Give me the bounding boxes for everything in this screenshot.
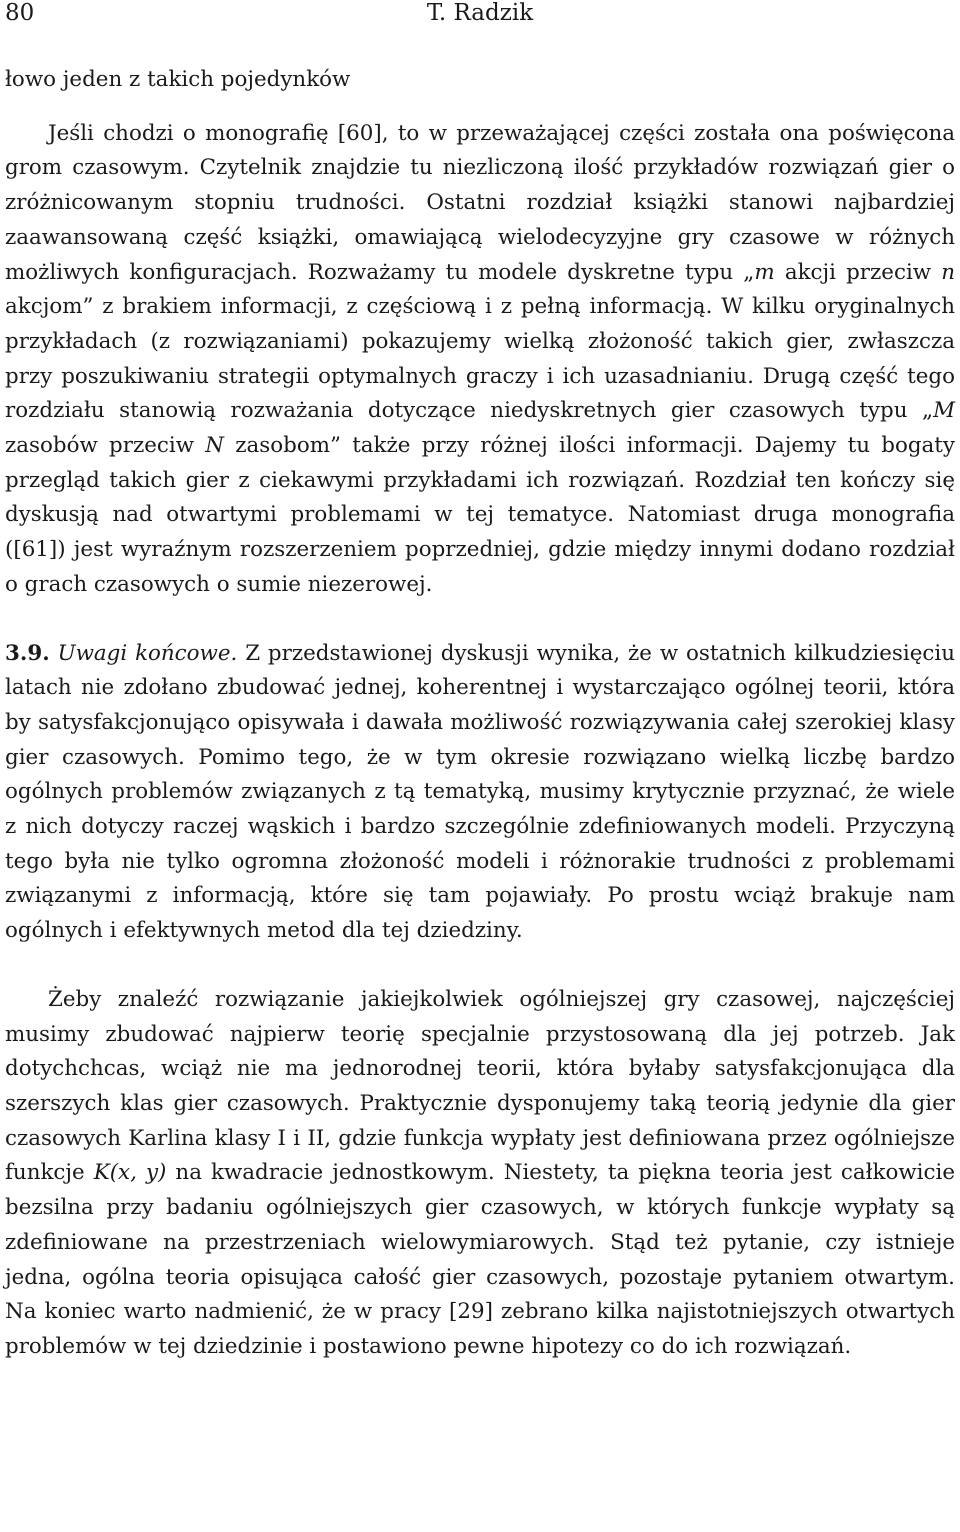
text-segment: zasobom” także przy różnej ilości informacji. Dajemy tu bogaty przegląd takich gier z ciekawymi przykładami ich rozwiązań. Rozdział ten kończy się dyskusją nad otwartymi problemami w tej tematyce. Natomiast druga monografia ([61]) jest wyraźnym rozszerzeniem poprzedniej, gdzie między innymi dodano rozdział o grach czasowych o sumie niezerowej. (5, 433, 955, 597)
section-title: Uwagi końcowe. (57, 640, 238, 666)
page-number: 80 (5, 0, 35, 26)
text-segment: Jeśli chodzi o monografię [60], to w przeważającej części została ona poświęcona grom czasowym. Czytelnik znajdzie tu niezliczoną ilość przykładów rozwiązań gier o zróżnicowanym stopniu trudności. Ostatni rozdział książki stanowi najbardziej zaawansowaną część książki, omawiającą wielodecyzyjne gry czasowe w różnych możliwych konfiguracjach. Rozważamy tu modele dyskretne typu „ (5, 120, 955, 285)
math-variable: n (941, 259, 956, 285)
running-head: T. Radzik (426, 0, 534, 26)
paragraph-monographs (5, 117, 955, 603)
text-segment: akcjom” z brakiem informacji, z częściową i z pełną informacją. W kilku oryginalnych przykładach (z rozwiązaniami) pokazujemy wielką złożoność takich gier, zwłaszcza przy poszukiwaniu strategii optymalnych graczy i ich uzasadnianiu. Drugą część tego rozdziału stanowią rozważania dotyczące niedyskretnych gier czasowych typu „ (5, 294, 955, 424)
section-concluding-remarks (5, 637, 955, 949)
text-segment: Żeby znaleźć rozwiązanie jakiejkolwiek ogólniejszej gry czasowej, najczęściej musimy zbudować najpierw teorię specjalnie przystosowaną dla jej potrzeb. Jak dotychchcas, wciąż nie ma jednorodnej teorii, która byłaby satysfakcjonująca dla szerszych klas gier czasowych. Praktycznie dysponujemy taką teorią jedynie dla gier czasowych Karlina klasy I i II, gdzie funkcja wypłaty jest definiowana przez ogólniejsze funkcje (5, 986, 955, 1186)
paragraph-continuation: łowo jeden z takich pojedynków (5, 67, 351, 92)
page-header (5, 0, 955, 26)
math-variable: m (754, 259, 775, 285)
text-segment: na kwadracie jednostkowym. Niestety, ta piękna teoria jest całkowicie bezsilna przy badaniu ogólniejszych gier czasowych, w których funkcje wypłaty są zdefiniowane na przestrzeniach wielowymiarowych. Stąd też pytanie, czy istnieje jedna, ogólna teoria opisująca całość gier czasowych, pozostaje pytaniem otwartym. Na koniec warto nadmienić, że w pracy [29] zebrano kilka najistotniejszych otwartych problemów w tej dziedzinie i postawiono pewne hipotezy co do ich rozwiązań. (5, 1160, 955, 1359)
paragraph-general-theory (5, 983, 955, 1365)
math-variable: M (933, 398, 955, 424)
text-segment: akcji przeciw (774, 259, 942, 285)
text-segment: zasobów przeciw (5, 433, 206, 459)
math-function: K(x, y) (93, 1160, 167, 1186)
section-number: 3.9. (5, 640, 50, 666)
math-variable: N (205, 433, 224, 459)
text-segment: Z przedstawionej dyskusji wynika, że w ostatnich kilkudziesięciu latach nie zdołano zbudować jednej, koherentnej i wystarczająco ogólnej teorii, która by satysfakcjonująco opisywała i dawała możliwość rozwiązywania całej szerokiej klasy gier czasowych. Pomimo tego, że w tym okresie rozwiązano wielką liczbę bardzo ogólnych problemów związanych z tą tematyką, musimy krytycznie przyznać, że wiele z nich dotyczy raczej wąskich i bardzo szczególnie zdefiniowanych modeli. Przyczyną tego była nie tylko ogromna złożoność modeli i różnorakie trudności z problemami związanymi z informacją, które się tam pojawiały. Po prostu wciąż brakuje nam ogólnych i efektywnych metod dla tej dziedziny. (5, 640, 955, 944)
document-page (5, 0, 955, 1365)
